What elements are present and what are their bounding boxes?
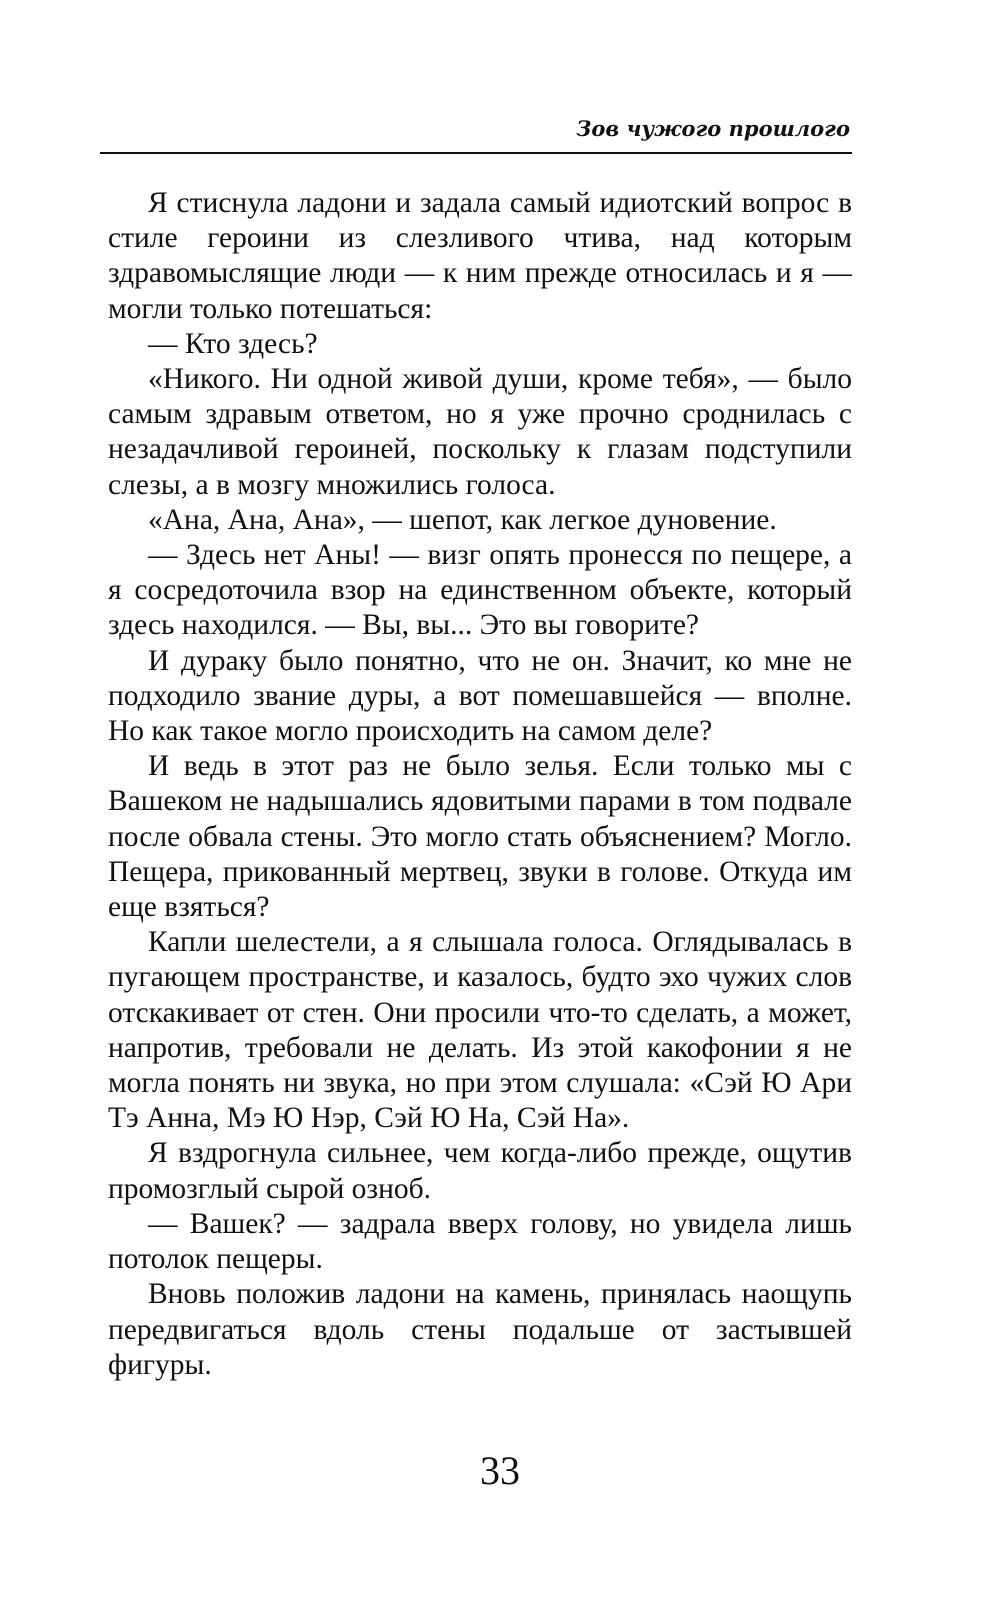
- paragraph: Капли шелестели, а я слышала голоса. Оглядывалась в пугающем пространстве, и казалось, будто эхо чужих слов отскакивает от стен. Они просили что-то сделать, а может, напротив, требовали не делать. Из этой какофонии я не могла понять ни звука, но при этом слушала: «Сэй Ю Ари Тэ Анна, Мэ Ю Нэр, Сэй Ю На, Сэй На».: [108, 926, 852, 1135]
- paragraph: — Кто здесь?: [148, 327, 318, 360]
- paragraph: Я стиснула ладони и задала самый идиотский вопрос в стиле героини из слезливого чтива, над которым здравомыслящие люди — к ним прежде относилась и я — могли только потешаться:: [108, 187, 852, 325]
- paragraph: — Здесь нет Аны! — визг опять пронесся по пещере, а я сосредоточила взор на единственном объекте, который здесь находился. — Вы, вы... Это вы говорите?: [108, 539, 852, 642]
- paragraph: Вновь положив ладони на камень, принялась наощупь передвигаться вдоль стены подальше от застывшей фигуры.: [108, 1278, 852, 1381]
- paragraph: «Никого. Ни одной живой души, кроме тебя», — было самым здравым ответом, но я уже прочно сроднилась с незадачливой героиней, поскольку к глазам подступили слезы, а в мозгу множились голоса.: [108, 363, 852, 501]
- paragraph: «Ана, Ана, Ана», — шепот, как легкое дуновение.: [148, 503, 777, 536]
- paragraph: И дураку было понятно, что не он. Значит, ко мне не подходило звание дуры, а вот помешавшейся — вполне. Но как такое могло происходить на самом деле?: [108, 644, 852, 748]
- paragraph: И ведь в этот раз не было зелья. Если только мы с Вашеком не надышались ядовитыми парами в том подвале после обвала стены. Это могло стать объяснением? Могло. Пещера, прикованный мертвец, звуки в голове. Откуда им еще взяться?: [108, 750, 852, 924]
- running-header: Зов чужого прошлого: [576, 116, 850, 141]
- page-number: 33: [480, 1448, 520, 1493]
- page-body: [108, 186, 852, 1383]
- paragraph: Я вздрогнула сильнее, чем когда-либо прежде, ощутив промозглый сырой озноб.: [108, 1137, 852, 1205]
- header-rule: [100, 152, 852, 154]
- paragraph: — Вашек? — задрала вверх голову, но увидела лишь потолок пещеры.: [108, 1207, 852, 1276]
